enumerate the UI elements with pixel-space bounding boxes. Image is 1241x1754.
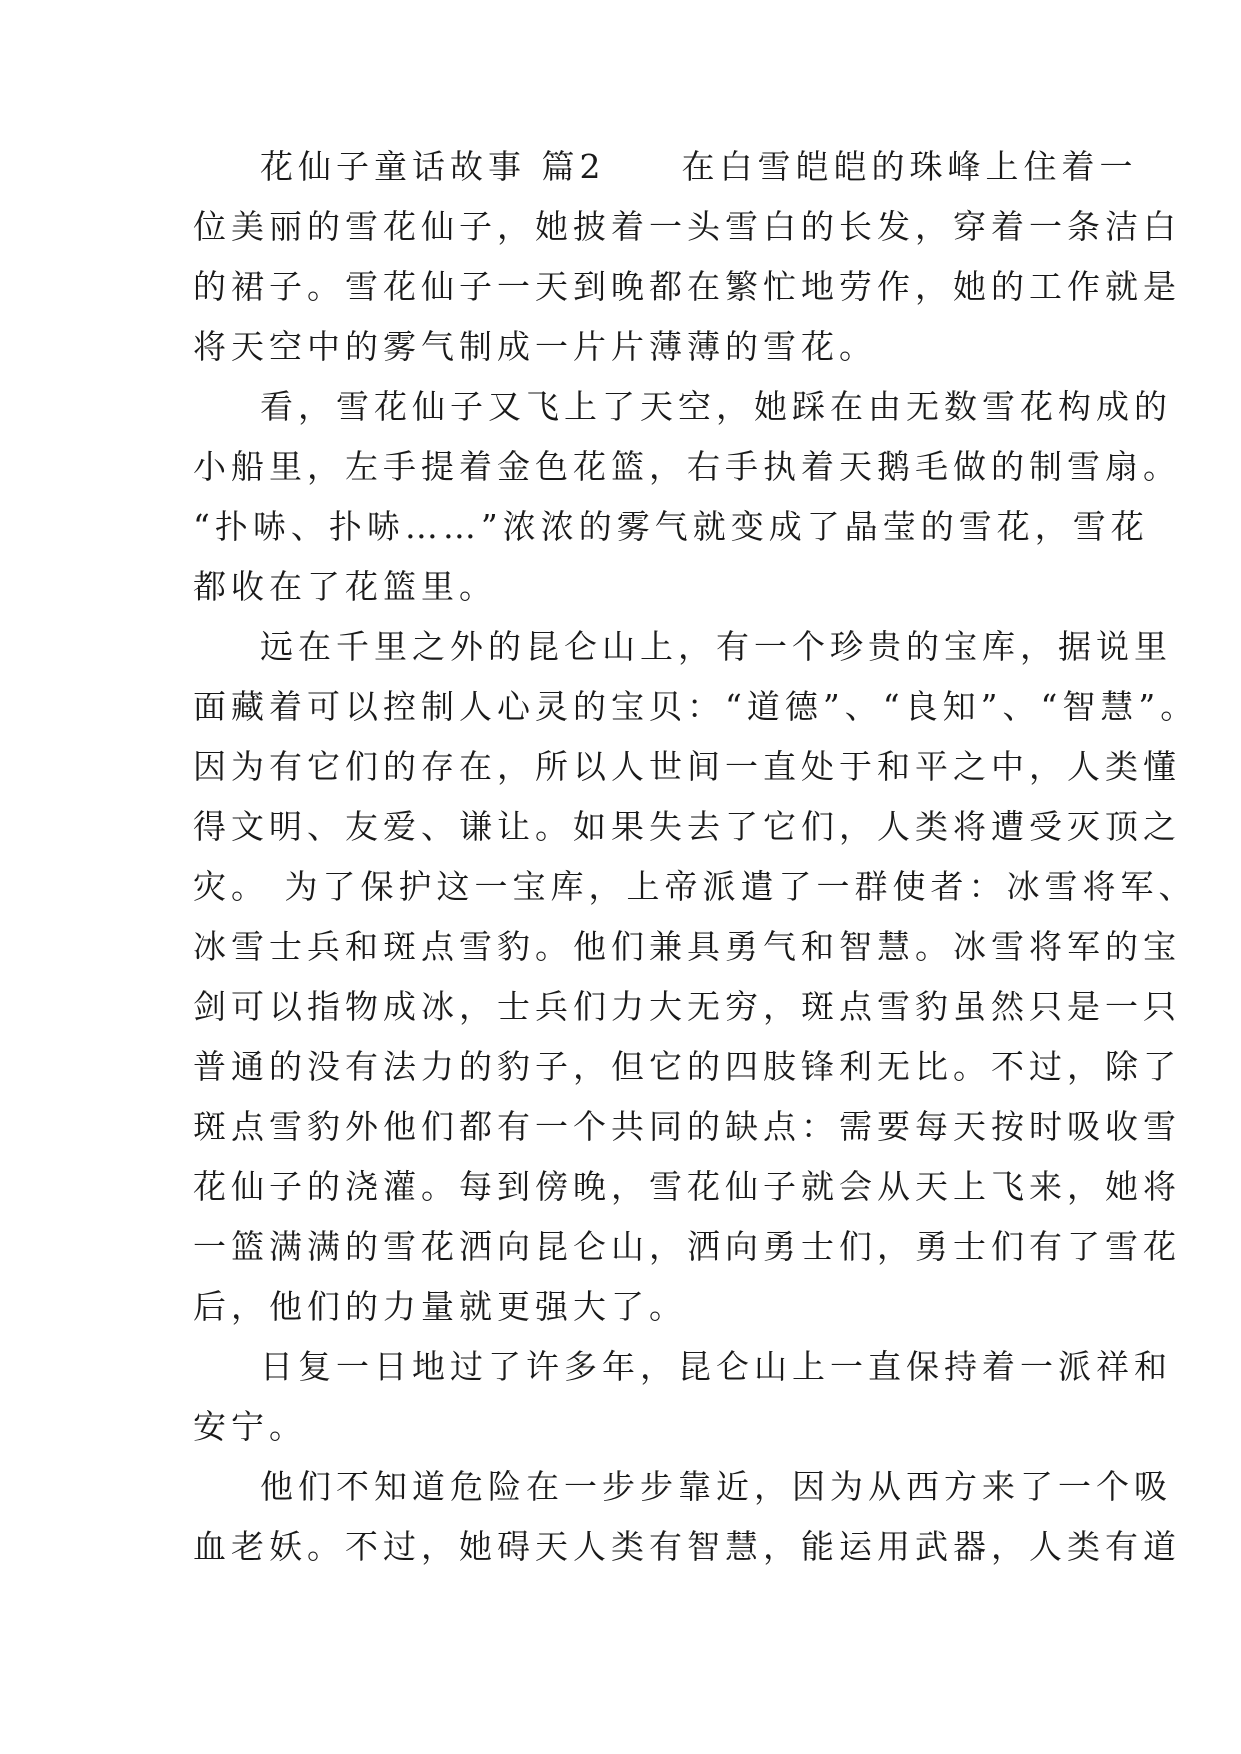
- text-line: 灾。 为了保护这一宝库，上帝派遣了一群使者：冰雪将军、: [193, 867, 1197, 906]
- text-line: 位美丽的雪花仙子，她披着一头雪白的长发，穿着一条洁白: [193, 207, 1181, 246]
- text-line: “扑哧、扑哧……”浓浓的雾气就变成了晶莹的雪花，雪花: [193, 507, 1149, 546]
- text-line: 将天空中的雾气制成一片片薄薄的雪花。: [193, 327, 877, 366]
- text-line: 都收在了花篮里。: [193, 567, 497, 606]
- text-line: 因为有它们的存在，所以人世间一直处于和平之中，人类懂: [193, 747, 1181, 786]
- text-line: 看，雪花仙子又飞上了天空，她踩在由无数雪花构成的: [260, 387, 1172, 426]
- text-line: 血老妖。不过，她碍天人类有智慧，能运用武器，人类有道: [193, 1527, 1181, 1566]
- text-line: 的裙子。雪花仙子一天到晚都在繁忙地劳作，她的工作就是: [193, 267, 1181, 306]
- text-line: 一篮满满的雪花洒向昆仑山，洒向勇士们，勇士们有了雪花: [193, 1227, 1181, 1266]
- text-line: 花仙子童话故事 篇2 在白雪皑皑的珠峰上住着一: [260, 147, 1138, 186]
- text-line: 小船里，左手提着金色花篮，右手执着天鹅毛做的制雪扇。: [193, 447, 1181, 486]
- text-line: 他们不知道危险在一步步靠近，因为从西方来了一个吸: [260, 1467, 1172, 1506]
- text-line: 面藏着可以控制人心灵的宝贝：“道德”、“良知”、“智慧”。: [193, 687, 1199, 726]
- text-line: 冰雪士兵和斑点雪豹。他们兼具勇气和智慧。冰雪将军的宝: [193, 927, 1181, 966]
- text-line: 后，他们的力量就更强大了。: [193, 1287, 687, 1326]
- text-line: 远在千里之外的昆仑山上，有一个珍贵的宝库，据说里: [260, 627, 1172, 666]
- text-line: 安宁。: [193, 1407, 307, 1446]
- text-line: 花仙子的浇灌。每到傍晚，雪花仙子就会从天上飞来，她将: [193, 1167, 1181, 1206]
- text-line: 剑可以指物成冰，士兵们力大无穷，斑点雪豹虽然只是一只: [193, 987, 1181, 1026]
- text-line: 普通的没有法力的豹子，但它的四肢锋利无比。不过，除了: [193, 1047, 1181, 1086]
- text-line: 得文明、友爱、谦让。如果失去了它们，人类将遭受灭顶之: [193, 807, 1181, 846]
- text-line: 日复一日地过了许多年，昆仑山上一直保持着一派祥和: [260, 1347, 1172, 1386]
- text-line: 斑点雪豹外他们都有一个共同的缺点：需要每天按时吸收雪: [193, 1107, 1181, 1146]
